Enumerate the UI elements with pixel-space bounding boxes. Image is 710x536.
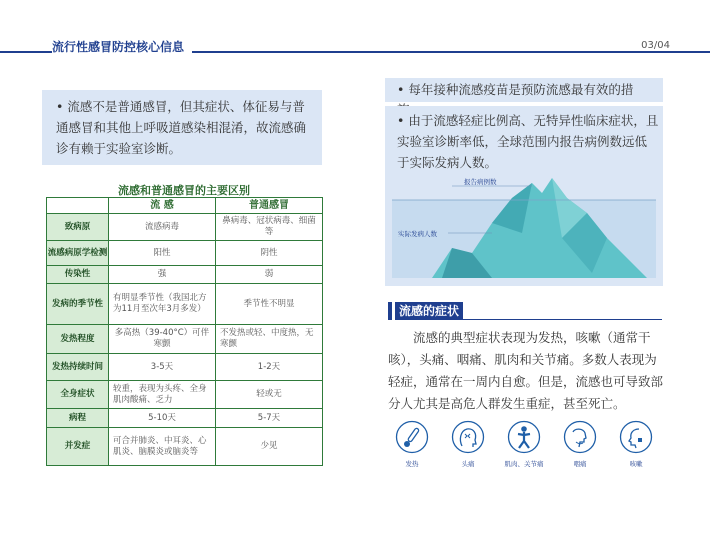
header-title: 流行性感冒防控核心信息	[52, 38, 192, 55]
row-label: 致病原	[47, 214, 109, 241]
table-row	[47, 409, 323, 428]
flu-cell: 较重，表现为头疼、全身肌肉酸痛、乏力	[109, 381, 216, 409]
symptoms-text: 流感的典型症状表现为发热，咳嗽（通常干咳），头痛、咽痛、肌肉和关节痛。多数人表现为轻症，通常在一周内自愈。但是，流感也可导致部分人尤其是高危人群发生重症，甚至死亡。	[388, 330, 664, 411]
flu-cell: 3-5天	[109, 354, 216, 381]
symptom-label: 肌肉、关节痛	[504, 460, 544, 468]
flu-cell: 流感病毒	[109, 214, 216, 241]
row-label: 流感病原学检测	[47, 241, 109, 266]
row-label: 并发症	[47, 428, 109, 466]
intro-box	[42, 90, 322, 165]
flu-cell: 多高热（39-40°C）可伴寒颤	[109, 325, 216, 354]
row-label: 发热持续时间	[47, 354, 109, 381]
symptom-muscle-pain	[500, 420, 548, 470]
row-label: 发热程度	[47, 325, 109, 354]
cough-icon	[619, 420, 653, 454]
muscle-pain-icon	[507, 420, 541, 454]
symptoms-heading	[388, 302, 500, 320]
header-empty	[47, 198, 109, 214]
cold-cell: 鼻病毒、冠状病毒、细菌等	[216, 214, 323, 241]
table-row	[47, 266, 323, 284]
heading-rule	[400, 319, 662, 320]
page-header	[0, 0, 710, 60]
table-header-row	[47, 198, 323, 214]
symptom-cough	[612, 420, 660, 470]
cold-cell: 少见	[216, 428, 323, 466]
headache-icon	[451, 420, 485, 454]
iceberg-illustration	[392, 178, 656, 278]
reported-label: 报告病例数	[464, 178, 497, 186]
intro-text: • 流感不是普通感冒，但其症状、体征易与普通感冒和其他上呼吸道感染相混淆，故流感确诊有赖于实验室诊断。	[56, 99, 307, 156]
sore-throat-icon	[563, 420, 597, 454]
mild-case-text: • 由于流感轻症比例高、无特异性临床症状，且实验室诊断率低，全球范围内报告病例数远低于实际发病人数。	[397, 113, 659, 170]
symptom-label: 头痛	[461, 460, 475, 468]
table-row	[47, 241, 323, 266]
mild-case-box	[385, 106, 663, 286]
cold-cell: 弱	[216, 266, 323, 284]
thermometer-icon	[395, 420, 429, 454]
symptom-icons	[388, 420, 660, 470]
cold-cell: 轻或无	[216, 381, 323, 409]
flu-cell: 阳性	[109, 241, 216, 266]
row-label: 传染性	[47, 266, 109, 284]
cold-cell: 不发热或轻、中度热，无寒颤	[216, 325, 323, 354]
table-title: 流感和普通感冒的主要区别	[118, 184, 250, 197]
symptoms-heading-text: 流感的症状	[395, 302, 463, 320]
vaccine-text: • 每年接种流感疫苗是预防流感最有效的措	[397, 82, 634, 97]
symptom-sore-throat	[556, 420, 604, 470]
symptom-label: 发热	[405, 460, 419, 468]
table-row	[47, 325, 323, 354]
flu-cell: 5-10天	[109, 409, 216, 428]
flu-cell: 可合并肺炎、中耳炎、心肌炎、脑膜炎或脑炎等	[109, 428, 216, 466]
cold-cell: 阴性	[216, 241, 323, 266]
symptom-label: 咳嗽	[629, 460, 643, 468]
row-label: 发病的季节性	[47, 284, 109, 325]
table-row	[47, 214, 323, 241]
cold-cell: 5-7天	[216, 409, 323, 428]
table-row	[47, 428, 323, 466]
flu-cell: 强	[109, 266, 216, 284]
symptom-fever	[388, 420, 436, 470]
cold-cell: 季节性不明显	[216, 284, 323, 325]
page-number: 03/04	[635, 40, 670, 51]
header-cold: 普通感冒	[216, 198, 323, 214]
row-label: 病程	[47, 409, 109, 428]
table-row	[47, 354, 323, 381]
symptom-label: 咽痛	[573, 460, 587, 468]
comparison-table	[46, 197, 323, 466]
vaccine-box	[385, 78, 663, 102]
symptom-headache	[444, 420, 492, 470]
flu-cell: 有明显季节性（我国北方为11月至次年3月多发）	[109, 284, 216, 325]
actual-label: 实际发病人数	[398, 230, 437, 238]
row-label: 全身症状	[47, 381, 109, 409]
header-flu: 流 感	[109, 198, 216, 214]
heading-bar	[388, 302, 392, 320]
table-row	[47, 381, 323, 409]
table-row	[47, 284, 323, 325]
cold-cell: 1-2天	[216, 354, 323, 381]
